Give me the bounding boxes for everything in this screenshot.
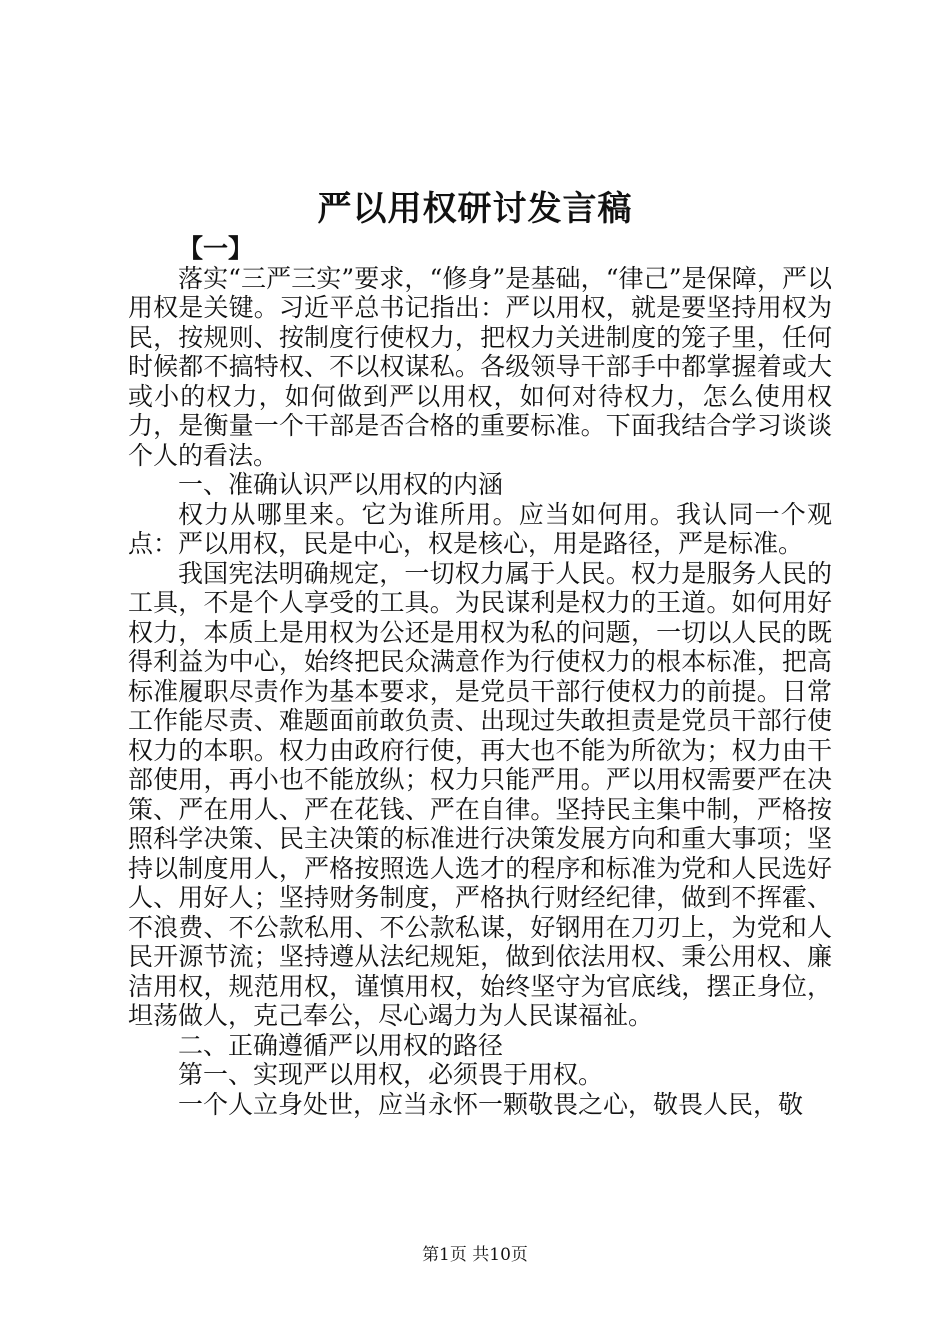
paragraph-intro: 落实“三严三实”要求，“修身”是基础，“律己”是保障，严以用权是关键。习近平总书记指出：严以用权，就是要坚持用权为民，按规则、按制度行使权力，把权力关进制度的笼子里，任何时候都不搞特权、不以权谋私。各级领导干部手中都掌握着或大或小的权力，如何做到严以用权，如何对待权力，怎么使用权力，是衡量一个干部是否合格的重要标准。下面我结合学习谈谈个人的看法。	[128, 263, 832, 470]
section-label: 【一】	[178, 234, 254, 263]
document-title: 严以用权研讨发言稿	[317, 189, 633, 229]
paragraph-constitution: 我国宪法明确规定，一切权力属于人民。权力是服务人民的工具，不是个人享受的工具。为民谋利是权力的王道。如何用好权力，本质上是用权为公还是用权为私的问题，一切以人民的既得利益为中心，始终把民众满意作为行使权力的根本标准，把高标准履职尽责作为基本要求，是党员干部行使权力的前提。日常工作能尽责、难题面前敢负责、出现过失敢担责是党员干部行使权力的本职。权力由政府行使，再大也不能为所欲为；权力由干部使用，再小也不能放纵；权力只能严用。严以用权需要严在决策、严在用人、严在花钱、严在自律。坚持民主集中制，严格按照科学决策、民主决策的标准进行决策发展方向和重大事项；坚持以制度用人，严格按照选人选才的程序和标准为党和人民选好人、用好人；坚持财务制度，严格执行财经纪律，做到不挥霍、不浪费、不公款私用、不公款私谋，好钢用在刀刃上，为党和人民开源节流；坚持遵从法纪规矩，做到依法用权、秉公用权、廉洁用权，规范用权，谨慎用权，始终坚守为官底线，摆正身位，坦荡做人，克己奉公，尽心竭力为人民谋福祉。	[128, 558, 832, 1030]
heading-section-two: 二、正确遵循严以用权的路径	[178, 1030, 504, 1060]
page-footer: 第1页 共10页	[422, 1245, 528, 1265]
heading-section-one: 一、准确认识严以用权的内涵	[178, 470, 504, 499]
paragraph-reverence: 一个人立身处世，应当永怀一颗敬畏之心，敬畏人民，敬	[178, 1089, 804, 1119]
paragraph-source-of-power: 权力从哪里来。它为谁所用。应当如何用。我认同一个观点：严以用权，民是中心，权是核心，用是路径，严是标准。	[128, 499, 832, 558]
document-body	[128, 234, 832, 1119]
subheading-first: 第一、实现严以用权，必须畏于用权。	[178, 1060, 604, 1089]
